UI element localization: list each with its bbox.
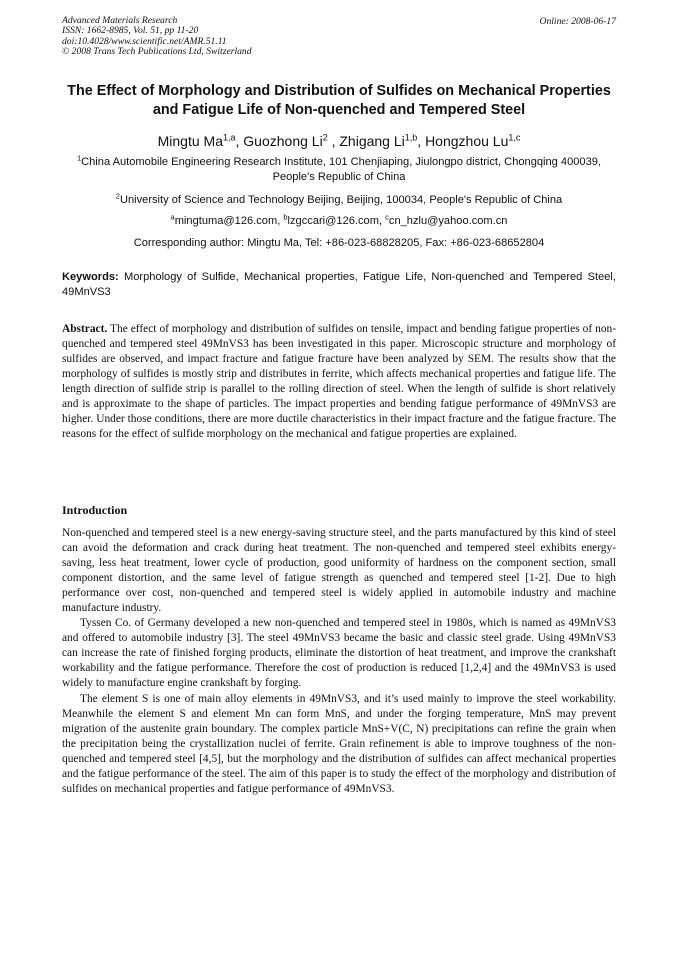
- abstract-text: The effect of morphology and distribution of sulfides on tensile, impact and bending fatigue properties of non-quenched and tempered steel 49MnVS3 has been investigated in this paper. Microscopic structure and morphology of sulfides are observed, and impact fracture and fatigue fracture have been analyzed by SEM. The results show that the morphology of sulfides is mostly strip and distributes in ferrite, which affects mechanical properties and fatigue life. The length direction of sulfide strip is parallel to the rolling direction of steel. When the length of sulfide is short relatively and is approximate to the shape of particles. The impact properties and bending fatigue performance of 49MnVS3 are higher. Under those conditions, there are more ductile characteristics in their impact fracture and the fatigue fracture. The reasons for the effect of sulfide morphology on the mechanical and fatigue properties are explained.: [62, 323, 616, 441]
- author-superscript: 1,c: [508, 132, 521, 143]
- section-heading-introduction: Introduction: [62, 503, 128, 517]
- affiliation-text: University of Science and Technology Beijing, Beijing, 100034, People's Republic of China: [119, 194, 563, 206]
- journal-header: [62, 16, 252, 58]
- affiliation-marker: 1: [76, 153, 82, 163]
- intro-paragraph: Non-quenched and tempered steel is a new energy-saving structure steel, and the parts manufactured by this kind of steel can avoid the deformation and crack during heat treatment. The non-quenched and tempered steel exhibits energy-saving, less heat treatment, lower cycle of production, good uniformity of hardness on the component section, small component distortion, and the same level of fatigue strength as quenched and tempered steel [1-2]. Due to high performance over cost, non-quenched and tempered steel is widely applied in automobile industry and machine manufacture industry.: [62, 527, 616, 615]
- journal-name: Advanced Materials Research: [62, 15, 178, 26]
- intro-paragraph: The element S is one of main alloy elements in 49MnVS3, and it’s used mainly to improve the steel workability. Meanwhile the element S and element Mn can form MnS, and under the forging temperature, MnS may prevent migration of the austenite grain boundary. The complex particle MnS+V(C, N) precipitations can refine the grain when the precipitation being the crystallization nuclei of ferrite. Grain refinement is able to improve toughness of the non- quenched and tempered steel [4,5], but the morphology and the distribution of sulfides can affect mechanical properties and the fatigue performance of the steel. The aim of this paper is to study the effect of the morphology and distribution of sulfides on mechanical properties and fatigue performance of 49MnVS3.: [62, 692, 616, 795]
- author-superscript: 1,b: [404, 132, 418, 143]
- affiliation-1: [62, 155, 616, 184]
- affiliation-text: China Automobile Engineering Research Institute, 101 Chenjiaping, Jiulongpo district, Chongqing 400039, People's Republic of China: [81, 156, 602, 183]
- author-separator: ,: [235, 133, 244, 149]
- author-list: [62, 133, 616, 149]
- affiliation-marker: 2: [115, 191, 120, 201]
- abstract-label: Abstract.: [62, 323, 108, 335]
- introduction-body: [62, 526, 616, 797]
- online-date: Online: 2008-06-17: [539, 16, 616, 27]
- journal-doi: doi:10.4028/www.scientific.net/AMR.51.11: [62, 35, 227, 47]
- email-text: lzgccari@126.com,: [287, 215, 386, 227]
- email-marker: a: [170, 212, 175, 222]
- journal-issn: ISSN: 1662-8985, Vol. 51, pp 11-20: [62, 25, 199, 37]
- author-name: Zhigang Li: [339, 133, 405, 149]
- corresponding-author: Corresponding author: Mingtu Ma, Tel: +86-023-68828205, Fax: +86-023-68652804: [133, 237, 545, 249]
- email-marker: b: [283, 212, 288, 222]
- journal-copyright: © 2008 Trans Tech Publications Ltd, Switzerland: [62, 46, 252, 58]
- keywords-text: Morphology of Sulfide, Mechanical properties, Fatigue Life, Non-quenched and Tempered Steel, 49MnVS3: [62, 271, 616, 298]
- author-name: Hongzhou Lu: [425, 133, 509, 149]
- keywords-label: Keywords:: [62, 271, 119, 283]
- email-text: mingtuma@126.com,: [174, 215, 284, 227]
- keywords-block: [62, 270, 616, 300]
- author-name: Guozhong Li: [243, 133, 323, 149]
- email-text: cn_hzlu@yahoo.com.cn: [388, 215, 508, 227]
- author-name: Mingtu Ma: [157, 133, 223, 149]
- intro-paragraph: Tyssen Co. of Germany developed a new non-quenched and tempered steel in 1980s, which is named as 49MnVS3 and offered to automobile industry [3]. The steel 49MnVS3 became the basic and classic steel grade. Using 49MnVS3 can increase the rate of finished forging products, eliminate the distortion of heat treatment, and improve the crankshaft workability and the fatigue performance. Therefore the cost of production is reduced [1,2,4] and the 49MnVS3 is used widely to manufacture engine crankshaft by forging.: [62, 617, 616, 690]
- email-marker: c: [385, 212, 389, 222]
- paper-title: The Effect of Morphology and Distribution of Sulfides on Mechanical Properties and Fatigue Life of Non-quenched and Tempered Steel: [67, 83, 611, 118]
- abstract-block: [62, 322, 616, 442]
- author-superscript: 1,a: [222, 132, 236, 143]
- author-separator: ,: [417, 133, 426, 149]
- author-separator: ,: [327, 133, 340, 149]
- affiliation-2: [62, 193, 616, 208]
- author-superscript: 2: [322, 132, 328, 143]
- author-emails: [62, 214, 616, 229]
